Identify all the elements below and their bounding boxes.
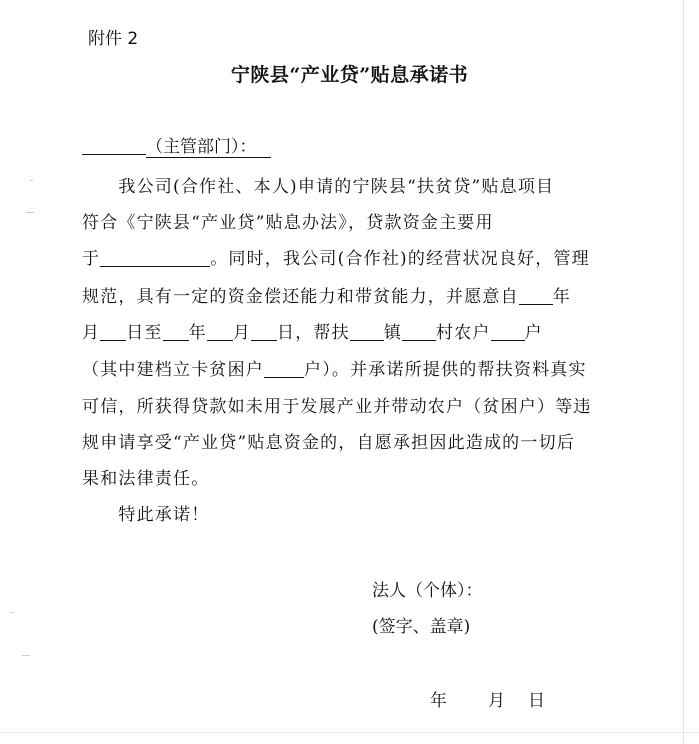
end-day-blank: [251, 322, 277, 341]
body-text: 日，帮扶: [277, 323, 350, 343]
body-line-3: [82, 244, 590, 269]
body-line-1: [82, 172, 554, 197]
loan-purpose-blank: [100, 248, 210, 267]
body-line-2: [82, 208, 494, 233]
village-blank: [402, 322, 436, 341]
body-text: （其中建档立卡贫困户: [82, 360, 264, 380]
scan-mark: [22, 655, 30, 656]
body-line-4: [82, 282, 571, 307]
document-title: 宁陕县“产业贷”贴息承诺书: [230, 64, 469, 86]
scan-mark: [26, 212, 34, 213]
end-year-blank: [163, 322, 189, 341]
body-line-6: [82, 355, 587, 380]
body-text: 。同时，我公司(合作社)的经营状况良好，管理: [210, 249, 590, 269]
body-line-5: [82, 318, 543, 343]
start-month-blank: [100, 322, 126, 341]
body-text: 于: [82, 249, 101, 269]
body-text: 户: [524, 323, 543, 343]
body-text: 特此承诺！: [82, 505, 210, 525]
body-text: 镇: [383, 323, 403, 343]
body-line-8: [82, 428, 575, 453]
town-blank: [350, 322, 384, 341]
start-year-blank: [519, 286, 553, 305]
addressee-blank: [82, 136, 146, 155]
poor-household-blank: [264, 359, 304, 378]
body-text: 果和法律责任。: [82, 469, 210, 489]
body-text: 规申请享受“产业贷”贴息资金的，自愿承担因此造成的一切后: [82, 433, 575, 453]
body-text: 我公司(合作社、本人)申请的宁陕县“扶贫贷”贴息项目: [82, 177, 555, 197]
scan-mark: [30, 180, 33, 181]
body-text: 村农户: [436, 323, 491, 343]
body-text: 月: [82, 323, 101, 343]
body-line-9: [82, 464, 209, 489]
page-bottom-guide: [0, 732, 699, 733]
body-text: 日至: [126, 323, 163, 343]
addressee-line: [82, 132, 271, 158]
end-month-blank: [207, 322, 233, 341]
scan-mark: [10, 612, 14, 613]
body-text: 年: [188, 323, 207, 343]
addressee-text: （主管部门）：: [146, 132, 271, 158]
body-text: 年: [552, 287, 572, 307]
body-text: 符合《宁陕县“产业贷”贴息办法》，贷款资金主要用: [82, 213, 494, 233]
page-margin-guide: [683, 0, 684, 744]
date-day: 日: [528, 691, 545, 711]
body-text: 规范，具有一定的资金偿还能力和带贫能力，并愿意自: [82, 287, 519, 307]
date-year: 年: [430, 691, 447, 711]
signer-note: (签字、盖章): [372, 617, 471, 637]
household-count-blank: [491, 322, 525, 341]
body-line-10: [82, 500, 209, 525]
signer-label: 法人（个体）：: [372, 581, 483, 601]
attachment-label: 附件 2: [88, 29, 139, 49]
date-month: 月: [488, 691, 505, 711]
body-text: 月: [232, 323, 252, 343]
body-text: 户）。并承诺所提供的帮扶资料真实: [304, 360, 587, 380]
body-line-7: [82, 392, 592, 417]
body-text: 可信，所获得贷款如未用于发展产业并带动农户（贫困户）等违: [82, 397, 592, 417]
